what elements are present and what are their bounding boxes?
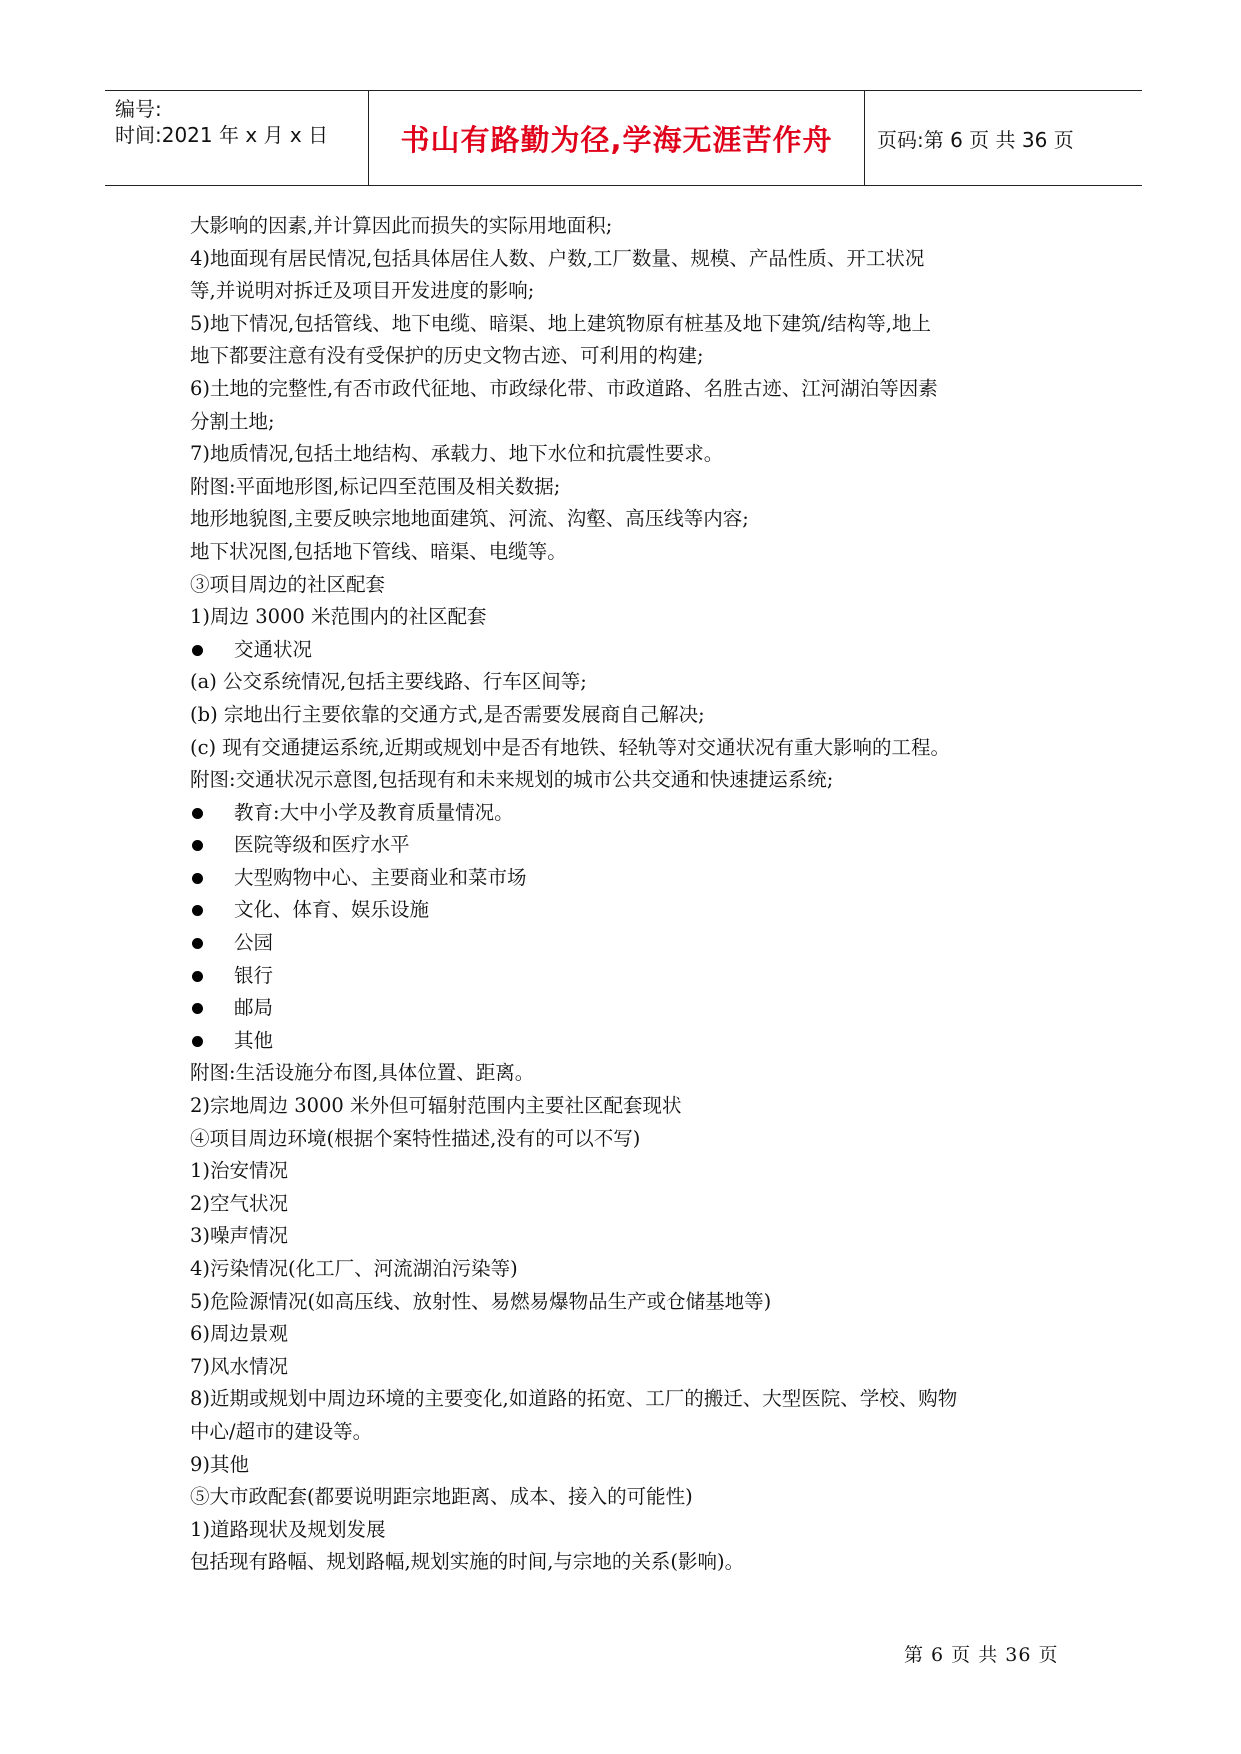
line-text: 6)土地的完整性,有否市政代征地、市政绿化带、市政道路、名胜古迹、江河湖泊等因素 bbox=[190, 376, 938, 400]
paragraph-line bbox=[190, 1546, 1090, 1579]
paragraph-line bbox=[190, 210, 1090, 243]
line-text: 4)地面现有居民情况,包括具体居住人数、户数,工厂数量、规模、产品性质、开工状况 bbox=[190, 246, 925, 270]
line-text: 大型购物中心、主要商业和菜市场 bbox=[234, 865, 527, 889]
bullet-dot-icon bbox=[192, 1036, 203, 1047]
paragraph-line bbox=[190, 308, 1090, 341]
paragraph-line bbox=[190, 406, 1090, 439]
time-label: 时间:2021 年 x 月 x 日 bbox=[115, 123, 329, 147]
bullet-dot-icon bbox=[192, 938, 203, 949]
paragraph-line bbox=[190, 1220, 1090, 1253]
paragraph-line bbox=[190, 732, 1090, 765]
bullet-item bbox=[190, 992, 1090, 1025]
bullet-dot-icon bbox=[192, 840, 203, 851]
bullet-item bbox=[190, 862, 1090, 895]
motto-text: 书山有路勤为径,学海无涯苦作舟 bbox=[400, 122, 833, 157]
line-text: 1)治安情况 bbox=[190, 1159, 289, 1183]
paragraph-line bbox=[190, 243, 1090, 276]
line-text: 等,并说明对拆迁及项目开发进度的影响; bbox=[190, 279, 535, 303]
paragraph-line bbox=[190, 666, 1090, 699]
header-motto-cell bbox=[369, 91, 865, 185]
line-text: 7)地质情况,包括土地结构、承载力、地下水位和抗震性要求。 bbox=[190, 442, 724, 466]
paragraph-line bbox=[190, 1514, 1090, 1547]
paragraph-line bbox=[190, 1286, 1090, 1319]
number-label: 编号: bbox=[115, 97, 162, 121]
line-text: 7)风水情况 bbox=[190, 1354, 289, 1378]
paragraph-line bbox=[190, 1057, 1090, 1090]
header-meta-cell bbox=[105, 91, 369, 185]
line-text: 附图:平面地形图,标记四至范围及相关数据; bbox=[190, 474, 561, 498]
line-text: 附图:生活设施分布图,具体位置、距离。 bbox=[190, 1061, 535, 1085]
paragraph-line bbox=[190, 503, 1090, 536]
paragraph-line bbox=[190, 373, 1090, 406]
line-text: 地下状况图,包括地下管线、暗渠、电缆等。 bbox=[190, 539, 567, 563]
line-text: (b) 宗地出行主要依靠的交通方式,是否需要发展商自己解决; bbox=[190, 702, 705, 726]
line-text: 教育:大中小学及教育质量情况。 bbox=[234, 800, 514, 824]
paragraph-line bbox=[190, 1481, 1090, 1514]
line-text: 4)污染情况(化工厂、河流湖泊污染等) bbox=[190, 1257, 518, 1280]
bullet-dot-icon bbox=[192, 808, 203, 819]
line-text: 银行 bbox=[234, 963, 274, 987]
line-text: 大影响的因素,并计算因此而损失的实际用地面积; bbox=[190, 214, 613, 237]
paragraph-line bbox=[190, 764, 1090, 797]
line-text: 邮局 bbox=[234, 996, 274, 1020]
paragraph-line bbox=[190, 1155, 1090, 1188]
line-text: 中心/超市的建设等。 bbox=[190, 1419, 373, 1443]
bullet-item bbox=[190, 634, 1090, 667]
bullet-item bbox=[190, 829, 1090, 862]
page-info: 页码:第 6 页 共 36 页 bbox=[877, 127, 1074, 152]
line-text: 分割土地; bbox=[190, 409, 275, 433]
line-text: 1)道路现状及规划发展 bbox=[190, 1517, 386, 1541]
paragraph-line bbox=[190, 1449, 1090, 1482]
line-text: 2)空气状况 bbox=[190, 1191, 289, 1215]
line-text: 5)地下情况,包括管线、地下电缆、暗渠、地上建筑物原有桩基及地下建筑/结构等,地上 bbox=[190, 311, 931, 335]
line-text: 其他 bbox=[234, 1028, 274, 1052]
paragraph-line bbox=[190, 1188, 1090, 1221]
paragraph-line bbox=[190, 536, 1090, 569]
line-text: 公园 bbox=[234, 931, 274, 955]
line-text: 1)周边 3000 米范围内的社区配套 bbox=[190, 605, 487, 629]
paragraph-line bbox=[190, 275, 1090, 308]
bullet-item bbox=[190, 1025, 1090, 1058]
line-text: 6)周边景观 bbox=[190, 1322, 289, 1346]
bullet-dot-icon bbox=[192, 873, 203, 884]
line-text: 2)宗地周边 3000 米外但可辐射范围内主要社区配套现状 bbox=[190, 1094, 682, 1118]
bullet-dot-icon bbox=[192, 905, 203, 916]
bullet-item bbox=[190, 960, 1090, 993]
paragraph-line bbox=[190, 471, 1090, 504]
paragraph-line bbox=[190, 1416, 1090, 1449]
line-text: 3)噪声情况 bbox=[190, 1224, 289, 1248]
bullet-dot-icon bbox=[192, 645, 203, 656]
line-text: ⑤大市政配套(都要说明距宗地距离、成本、接入的可能性) bbox=[190, 1485, 693, 1509]
line-text: 文化、体育、娱乐设施 bbox=[234, 898, 430, 922]
bullet-dot-icon bbox=[192, 971, 203, 982]
bullet-dot-icon bbox=[192, 1003, 203, 1014]
document-body bbox=[190, 210, 1090, 1579]
bullet-item bbox=[190, 894, 1090, 927]
paragraph-line bbox=[190, 1351, 1090, 1384]
line-text: ③项目周边的社区配套 bbox=[190, 572, 386, 596]
line-text: 附图:交通状况示意图,包括现有和未来规划的城市公共交通和快速捷运系统; bbox=[190, 768, 834, 792]
line-text: 9)其他 bbox=[190, 1452, 250, 1476]
line-text: 交通状况 bbox=[234, 637, 313, 661]
paragraph-line bbox=[190, 1123, 1090, 1156]
paragraph-line bbox=[190, 699, 1090, 732]
paragraph-line bbox=[190, 438, 1090, 471]
line-text: 地形地貌图,主要反映宗地地面建筑、河流、沟壑、高压线等内容; bbox=[190, 507, 749, 531]
paragraph-line bbox=[190, 569, 1090, 602]
line-text: 包括现有路幅、规划路幅,规划实施的时间,与宗地的关系(影响)。 bbox=[190, 1550, 745, 1574]
line-text: 地下都要注意有没有受保护的历史文物古迹、可利用的构建; bbox=[190, 344, 704, 368]
line-text: (c) 现有交通捷运系统,近期或规划中是否有地铁、轻轨等对交通状况有重大影响的工程。 bbox=[190, 735, 951, 759]
paragraph-line bbox=[190, 601, 1090, 634]
line-text: ④项目周边环境(根据个案特性描述,没有的可以不写) bbox=[190, 1126, 641, 1150]
page-footer: 第 6 页 共 36 页 bbox=[904, 1644, 1059, 1666]
header-page-cell bbox=[865, 91, 1142, 185]
paragraph-line bbox=[190, 340, 1090, 373]
bullet-item bbox=[190, 797, 1090, 830]
line-text: (a) 公交系统情况,包括主要线路、行车区间等; bbox=[190, 670, 587, 694]
paragraph-line bbox=[190, 1318, 1090, 1351]
document-header bbox=[105, 90, 1142, 186]
line-text: 5)危险源情况(如高压线、放射性、易燃易爆物品生产或仓储基地等) bbox=[190, 1289, 772, 1313]
paragraph-line bbox=[190, 1383, 1090, 1416]
line-text: 医院等级和医疗水平 bbox=[234, 833, 410, 857]
paragraph-line bbox=[190, 1090, 1090, 1123]
paragraph-line bbox=[190, 1253, 1090, 1286]
bullet-item bbox=[190, 927, 1090, 960]
line-text: 8)近期或规划中周边环境的主要变化,如道路的拓宽、工厂的搬迁、大型医院、学校、购物 bbox=[190, 1387, 958, 1411]
